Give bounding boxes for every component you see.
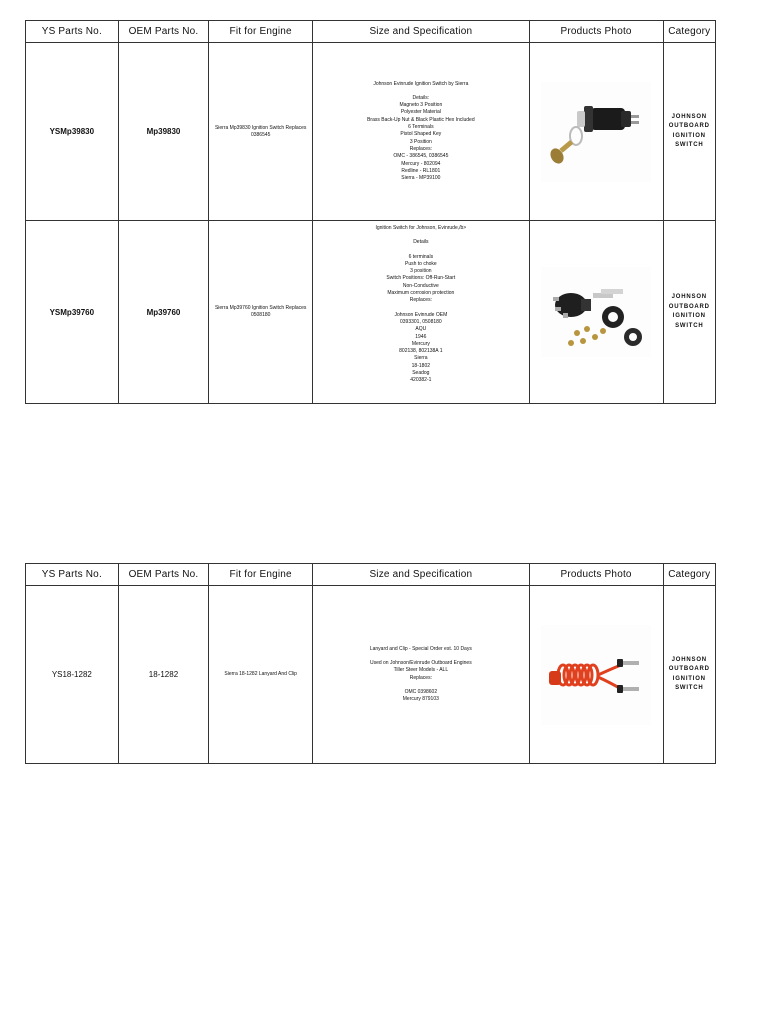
ys-part-number: YSMp39830 (26, 43, 119, 221)
spec-line: Magneto 3 Position (399, 102, 443, 109)
specification (313, 43, 530, 221)
parts-table-1 (25, 20, 716, 404)
spec-line: 420382-1 (410, 377, 432, 384)
spec-line: Pistol Shaped Key (400, 131, 442, 138)
spec-line: Seadog (412, 370, 430, 377)
spec-line: OMC - 386545, 0386545 (393, 153, 449, 160)
lanyard-clip-photo (541, 625, 651, 725)
header-products-photo: Products Photo (529, 21, 663, 43)
header-ys-parts-no: YS Parts No. (26, 564, 119, 586)
spec-line: Details (413, 239, 429, 246)
spec-line: Johnson Evinrude Ignition Switch by Sierra (373, 80, 469, 87)
spec-line: Maximum corrosion protection (387, 290, 455, 297)
parts-table-2 (25, 563, 716, 764)
ignition-switch-key-photo (541, 82, 651, 182)
table-header-row (26, 564, 716, 586)
spec-line: Non-Conductive (402, 282, 439, 289)
spec-line: Brass Back-Up Nut & Black Plastic Hex Included (367, 116, 475, 123)
header-category: Category (663, 564, 715, 586)
category: JOHNSON OUTBOARD IGNITION SWITCH (663, 586, 715, 764)
specification (313, 221, 530, 404)
spec-line (313, 305, 529, 312)
header-products-photo: Products Photo (529, 564, 663, 586)
header-fit-for-engine: Fit for Engine (209, 564, 313, 586)
spec-line (313, 247, 529, 254)
spec-line: 3 Position (409, 138, 432, 145)
specification (313, 586, 530, 764)
spec-line: 6 Terminals (408, 124, 434, 131)
spec-line: Push to choke (405, 260, 437, 267)
spec-line: AQU (415, 326, 427, 333)
header-category: Category (663, 21, 715, 43)
ys-part-number: YS18-1282 (26, 586, 119, 764)
table-row (26, 586, 716, 764)
spec-line: Replaces: (409, 674, 432, 681)
spec-line: Used on Johnson/Evinrude Outboard Engines (369, 659, 472, 666)
spec-line: Sierra - MP39100 (401, 175, 441, 182)
spec-line: Sierra (414, 355, 428, 362)
table-row (26, 43, 716, 221)
product-photo (529, 586, 663, 764)
oem-part-number: Mp39760 (118, 221, 209, 404)
spec-line (313, 653, 529, 660)
table-header-row (26, 21, 716, 43)
spec-line (313, 682, 529, 689)
spec-line: Replaces: (409, 297, 432, 304)
spec-line: 6 terminals (408, 253, 434, 260)
header-size-specification: Size and Specification (313, 21, 530, 43)
spec-line (313, 232, 529, 239)
spec-line: Switch Positions: Off-Run-Start (386, 275, 456, 282)
fit-for-engine: Sierra 18-1282 Lanyard And Clip (209, 586, 313, 764)
spec-line: Mercury - 802094 (401, 160, 441, 167)
header-ys-parts-no: YS Parts No. (26, 21, 119, 43)
fit-for-engine: Sierra Mp39760 Ignition Switch Replaces 0508180 (209, 221, 313, 404)
product-photo (529, 221, 663, 404)
spec-line: Tiller Steer Models - ALL (393, 667, 449, 674)
header-fit-for-engine: Fit for Engine (209, 21, 313, 43)
spec-line: Lanyard and Clip - Special Order est. 10 Days (369, 645, 472, 652)
category: JOHNSON OUTBOARD IGNITION SWITCH (663, 221, 715, 404)
table-row (26, 221, 716, 404)
spec-line: 802138, 802138A 1 (399, 348, 443, 355)
category: JOHNSON OUTBOARD IGNITION SWITCH (663, 43, 715, 221)
spec-line: 0393301, 0508180 (399, 318, 442, 325)
spec-line: Replaces: (409, 145, 432, 152)
spec-line: OMC 0398602 (404, 688, 438, 695)
spec-line: Polyester Material (400, 109, 441, 116)
spec-line: 1946 (415, 333, 427, 340)
header-oem-parts-no: OEM Parts No. (118, 564, 209, 586)
header-oem-parts-no: OEM Parts No. (118, 21, 209, 43)
ys-part-number: YSMp39760 (26, 221, 119, 404)
spec-line: Details: (412, 94, 430, 101)
spec-line: 3 position (410, 268, 432, 275)
fit-for-engine: Sierra Mp39830 Ignition Switch Replaces 0386545 (209, 43, 313, 221)
oem-part-number: Mp39830 (118, 43, 209, 221)
spec-line: Mercury 879103 (402, 696, 439, 703)
spec-line: Mercury (411, 340, 430, 347)
ignition-switch-kit-photo (541, 267, 651, 357)
spec-line: Ignition Switch for Johnson, Evinrude,/b> (375, 225, 467, 231)
spec-line: Johnson Evinrude OEM (394, 311, 448, 318)
header-size-specification: Size and Specification (313, 564, 530, 586)
spec-line: 18-1802 (411, 362, 431, 369)
spec-line: Redline - RL1801 (401, 167, 441, 174)
product-photo (529, 43, 663, 221)
spec-line (313, 88, 529, 95)
oem-part-number: 18-1282 (118, 586, 209, 764)
